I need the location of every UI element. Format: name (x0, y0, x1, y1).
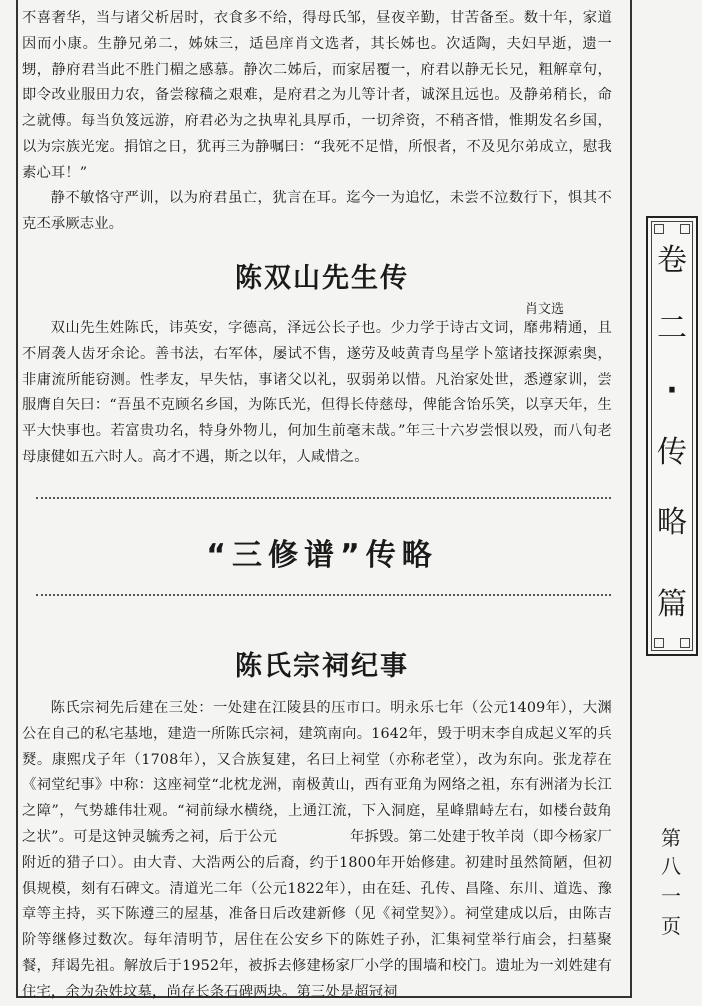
sidebar-char-lue: 略 (657, 505, 687, 540)
sidebar-char-er: 二 (657, 311, 687, 346)
sidebar-char-pian: 篇 (657, 587, 687, 622)
section-title-sanxiupu: “三修谱”传略 (206, 538, 438, 573)
dotted-divider-top (36, 497, 611, 499)
page-number-char: 一 (661, 884, 681, 908)
sidebar-corner-ornament (654, 638, 664, 648)
dotted-divider-bottom (36, 594, 611, 596)
page-number-char: 第 (661, 826, 681, 850)
sidebar-char-zhuan: 传 (657, 435, 687, 470)
intro-paragraph-2: 静不敏恪守严训，以为府君虽亡，犹言在耳。迄今一为追忆，未尝不泣数行下，惧其不克丕承厥志业。 (22, 190, 612, 232)
section-title-chen-shuangshan: 陈双山先生传 (235, 263, 409, 294)
intro-paragraph-1: 不喜奢华，当与诸父析居时，衣食多不给，得母氏邹，昼夜辛勤，甘苦备至。数十年，家道因而小康。生静兄弟二，姊妹三，适邑庠肖文选者，其长姊也。次适陶，夫妇早逝，遗一甥，静府君当此不胜门楣之感慕。静次二姊后，而家居覆一，府君以静无长兄，粗解章句，即令改业服田力农，备尝稼穑之艰难，是府君之为儿等计者，诚深且远也。及静弟稍长，命之就傅。每当负笈远游，府君必为之执卑礼具厚币，一切斧资，不稍吝惜，惟期发名乡国，以为宗族光宠。捐馆之日，犹再三为静嘱曰：“我死不足惜，所恨者，不及见尔弟成立，慰我素心耳！” (22, 10, 612, 181)
sidebar-char-juan: 卷 (657, 243, 687, 278)
section-title-ancestral-hall: 陈氏宗祠纪事 (235, 651, 409, 682)
sidebar-corner-ornament (654, 224, 664, 234)
sidebar-corner-ornament (680, 224, 690, 234)
author-name: 肖文选 (525, 302, 565, 317)
ancestral-hall-paragraph: 陈氏宗祠先后建在三处：一处建在江陵县的压市口。明永乐七年（公元1409年），大渊公在自己的私宅基地，建造一所陈氏宗祠，建筑南向。1642年，毁于明末李自成起义军的兵燹。康熙戊子年（1708年），又合族复建，名曰上祠堂（亦称老堂），改为东向。张龙荐在《祠堂纪事》中称：这座祠堂“北枕龙洲，南极黄山，西有亚角为网络之祖，东有洲渚为长江之障”，气势雄伟壮观。“祠前绿水横绕，上通江流，下入洞庭，星峰鼎峙左右，如楼台鼓角之状”。可是这钟灵毓秀之祠，后于公元 年拆毁。第二处建于牧羊岗（即今杨家厂附近的猎子口）。由大青、大浩两公的后裔，约于1800年开始修建。初建时虽然简陋，但初俱规模，刻有石碑文。清道光二年（公元1822年），由在廷、孔传、昌隆、东川、道选、豫章等主持，买下陈遵三的屋基，准备日后改建新修（见《祠堂契》）。祠堂建成以后，由陈吉阶等继修过数次。每年清明节，居住在公安乡下的陈姓子孙，汇集祠堂举行庙会，扫墓聚餐，拜谒先祖。解放后于1952年，被拆去修建杨家厂小学的围墙和校门。遗址为一刘姓建有住宅，余为杂姓坟墓，尚存长条石碑两块。第三处是超冠祠 (22, 700, 612, 1000)
sidebar-corner-ornament (680, 638, 690, 648)
chapter-sidebar (646, 216, 698, 656)
page-number-char: 八 (661, 854, 681, 878)
page-number-char: 页 (661, 914, 681, 938)
biography-paragraph: 双山先生姓陈氏，讳英安，字德高，泽远公长子也。少力学于诗古文词，靡弗精通，且不屑袭人齿牙余论。善书法，右军体，屡试不售，遂劳及岐黄青鸟星学卜筮诸技探源索奥，非庸流所能窃测。性孝友，早失怙，事诸父以礼，驭弱弟以惜。凡治家处世，悉遵家训，尝服膺自矢曰：“吾虽不克顾名乡国，为陈氏光，但得长侍慈母，俾能含饴乐笑，以享天年，生平大快事也。若富贵功名，特身外物儿，何加生前毫末哉。”年三十六岁尝恨以殁，而八旬老母康健如五六时人。高才不遇，斯之以年，人咸惜之。 (22, 320, 612, 465)
sidebar-char-dot: · (666, 373, 678, 408)
